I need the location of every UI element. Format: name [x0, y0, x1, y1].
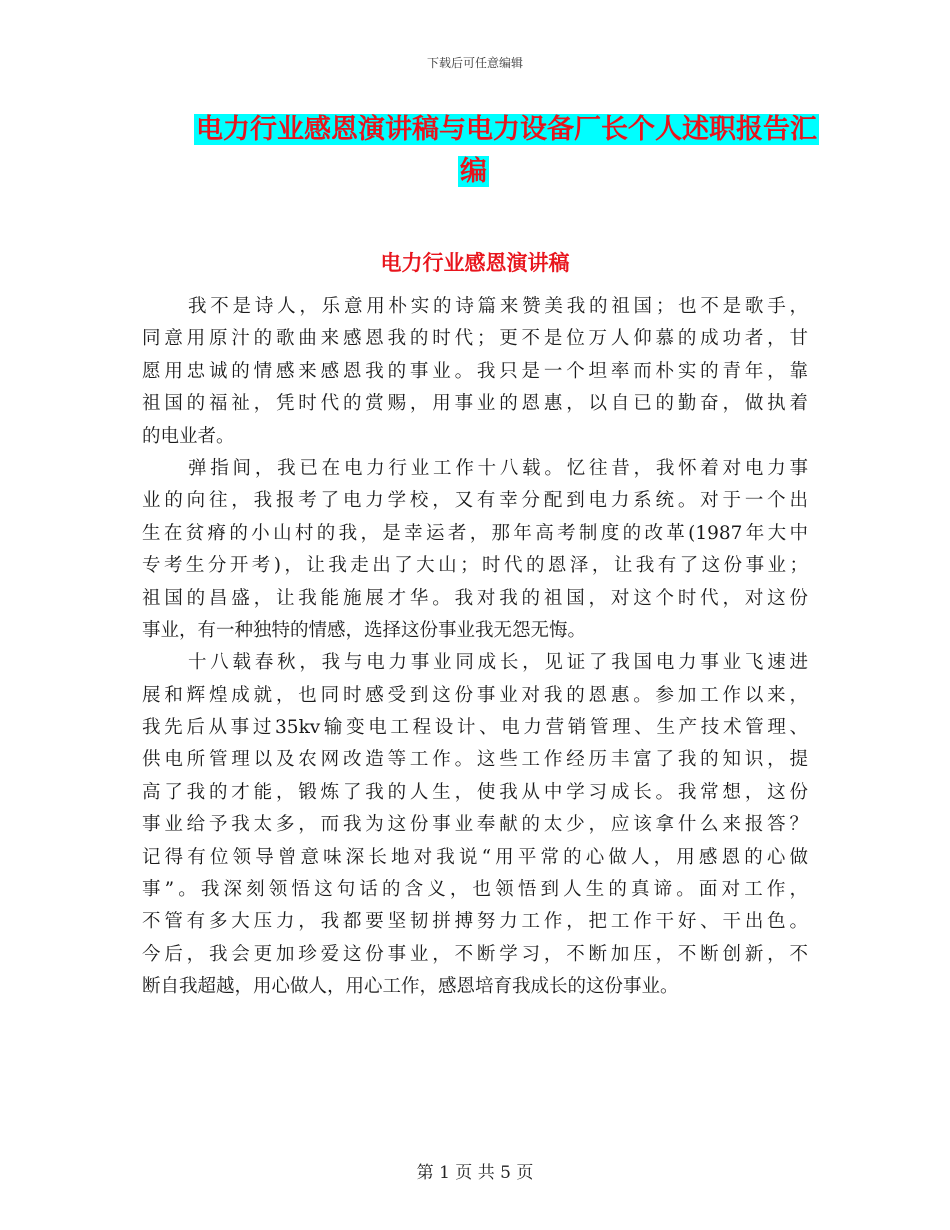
header-note: 下载后可任意编辑	[426, 56, 523, 70]
paragraph-3-line-4: 供电所管理以及农网改造等工作。这些工作经历丰富了我的知识，提	[142, 749, 808, 771]
paragraph-3-line-9: 不管有多大压力，我都要坚韧拼搏努力工作，把工作干好、干出色。	[142, 911, 808, 933]
paragraph-2-line-4: 专考生分开考)，让我走出了大山；时代的恩泽，让我有了这份事业；	[142, 555, 808, 577]
paragraph-3-line-1: 十八载春秋，我与电力事业同成长，见证了我国电力事业飞速进	[188, 652, 808, 674]
paragraph-2-line-2: 业的向往，我报考了电力学校，又有幸分配到电力系统。对于一个出	[142, 490, 808, 512]
body-text	[142, 291, 808, 1004]
section-heading: 电力行业感恩演讲稿	[380, 251, 570, 275]
paragraph-1-line-3: 愿用忠诚的情感来感恩我的事业。我只是一个坦率而朴实的青年，靠	[142, 360, 808, 382]
paragraph-1-line-5: 的电业者。	[142, 425, 235, 447]
paragraph-3-line-3: 我先后从事过35kv输变电工程设计、电力营销管理、生产技术管理、	[142, 717, 808, 739]
paragraph-3-line-10: 今后，我会更加珍爱这份事业，不断学习，不断加压，不断创新，不	[142, 943, 808, 965]
paragraph-2-line-1: 弹指间，我已在电力行业工作十八载。忆往昔，我怀着对电力事	[188, 457, 808, 479]
paragraph-2-line-3: 生在贫瘠的小山村的我，是幸运者，那年高考制度的改革(1987年大中	[142, 522, 808, 544]
paragraph-3-line-5: 高了我的才能，锻炼了我的人生，使我从中学习成长。我常想，这份	[142, 781, 808, 803]
paragraph-1-line-4: 祖国的福祉，凭时代的赏赐，用事业的恩惠，以自已的勤奋，做执着	[142, 393, 808, 415]
paragraph-3-line-2: 展和辉煌成就，也同时感受到这份事业对我的恩惠。参加工作以来，	[142, 684, 808, 706]
paragraph-2-line-6: 事业，有一种独特的情感，选择这份事业我无怨无悔。	[142, 619, 587, 641]
paragraph-1-line-1: 我不是诗人，乐意用朴实的诗篇来赞美我的祖国；也不是歌手，	[188, 296, 808, 317]
page-footer: 第 1 页 共 5 页	[416, 1163, 534, 1183]
document-title-text-1: 电力行业感恩演讲稿与电力设备厂长个人述职报告汇	[196, 114, 817, 145]
document-title-line-2	[458, 152, 489, 192]
paragraph-2-line-5: 祖国的昌盛，让我能施展才华。我对我的祖国，对这个时代，对这份	[142, 587, 808, 609]
document-title-line-1	[194, 110, 819, 150]
paragraph-1-line-2: 同意用原汁的歌曲来感恩我的时代；更不是位万人仰慕的成功者，甘	[142, 328, 808, 350]
document-title-text-2: 编	[460, 156, 487, 187]
paragraph-3-line-11: 断自我超越，用心做人，用心工作，感恩培育我成长的这份事业。	[142, 976, 679, 998]
paragraph-3-line-8: 事”。我深刻领悟这句话的含义，也领悟到人生的真谛。面对工作，	[142, 879, 808, 901]
paragraph-3-line-6: 事业给予我太多，而我为这份事业奉献的太少，应该拿什么来报答？	[142, 814, 808, 836]
paragraph-3-line-7: 记得有位领导曾意味深长地对我说“用平常的心做人，用感恩的心做	[142, 846, 808, 868]
